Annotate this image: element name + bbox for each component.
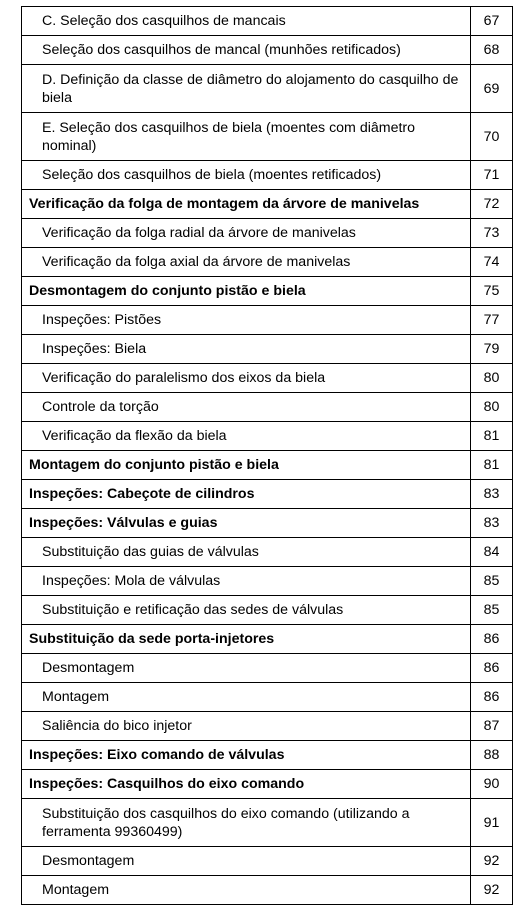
toc-entry-title: Seleção dos casquilhos de mancal (munhões retificados) [22, 36, 471, 65]
toc-entry-title: Verificação da folga radial da árvore de manivelas [22, 219, 471, 248]
toc-entry-page: 72 [471, 190, 513, 219]
toc-subsection-row [22, 161, 513, 190]
toc-subsection-row [22, 36, 513, 65]
toc-entry-page: 70 [471, 113, 513, 161]
toc-section-row [22, 741, 513, 770]
toc-entry-page: 69 [471, 65, 513, 113]
toc-subsection-row [22, 683, 513, 712]
toc-subsection-row [22, 847, 513, 876]
toc-entry-title: Inspeções: Casquilhos do eixo comando [22, 770, 471, 799]
toc-subsection-row [22, 422, 513, 451]
toc-entry-page: 81 [471, 422, 513, 451]
toc-entry-page: 86 [471, 625, 513, 654]
toc-section-row [22, 277, 513, 306]
toc-entry-title: Inspeções: Mola de válvulas [22, 567, 471, 596]
toc-entry-page: 71 [471, 161, 513, 190]
toc-entry-title: Desmontagem do conjunto pistão e biela [22, 277, 471, 306]
toc-entry-page: 81 [471, 451, 513, 480]
toc-section-row [22, 480, 513, 509]
toc-subsection-row [22, 248, 513, 277]
toc-subsection-row [22, 306, 513, 335]
toc-entry-title: Substituição e retificação das sedes de válvulas [22, 596, 471, 625]
toc-entry-title: Verificação da flexão da biela [22, 422, 471, 451]
toc-entry-page: 84 [471, 538, 513, 567]
toc-entry-page: 86 [471, 683, 513, 712]
toc-entry-page: 85 [471, 596, 513, 625]
toc-entry-title: Saliência do bico injetor [22, 712, 471, 741]
toc-subsection-row [22, 393, 513, 422]
toc-subsection-row [22, 65, 513, 113]
toc-entry-title: Inspeções: Cabeçote de cilindros [22, 480, 471, 509]
toc-entry-title: Controle da torção [22, 393, 471, 422]
toc-subsection-row [22, 799, 513, 847]
toc-entry-title: Montagem do conjunto pistão e biela [22, 451, 471, 480]
toc-section-row [22, 770, 513, 799]
toc-subsection-row [22, 335, 513, 364]
toc-entry-title: Desmontagem [22, 847, 471, 876]
toc-entry-title: Verificação da folga de montagem da árvore de manivelas [22, 190, 471, 219]
toc-entry-page: 91 [471, 799, 513, 847]
toc-entry-page: 88 [471, 741, 513, 770]
toc-entry-title: Montagem [22, 683, 471, 712]
toc-entry-title: Desmontagem [22, 654, 471, 683]
toc-section-row [22, 509, 513, 538]
toc-subsection-row [22, 113, 513, 161]
toc-section-row [22, 190, 513, 219]
toc-subsection-row [22, 364, 513, 393]
toc-section-row [22, 625, 513, 654]
toc-entry-page: 80 [471, 364, 513, 393]
toc-entry-title: Inspeções: Pistões [22, 306, 471, 335]
toc-entry-title: Montagem [22, 876, 471, 905]
toc-entry-page: 75 [471, 277, 513, 306]
toc-entry-page: 90 [471, 770, 513, 799]
toc-subsection-row [22, 7, 513, 36]
toc-entry-page: 80 [471, 393, 513, 422]
toc-entry-page: 92 [471, 847, 513, 876]
toc-entry-page: 86 [471, 654, 513, 683]
toc-subsection-row [22, 876, 513, 905]
toc-entry-page: 92 [471, 876, 513, 905]
toc-entry-title: Seleção dos casquilhos de biela (moentes retificados) [22, 161, 471, 190]
toc-entry-page: 73 [471, 219, 513, 248]
toc-entry-page: 87 [471, 712, 513, 741]
toc-entry-title: Inspeções: Válvulas e guias [22, 509, 471, 538]
table-of-contents [21, 6, 513, 905]
toc-subsection-row [22, 596, 513, 625]
toc-entry-title: Verificação da folga axial da árvore de manivelas [22, 248, 471, 277]
toc-entry-page: 67 [471, 7, 513, 36]
toc-entry-title: Substituição das guias de válvulas [22, 538, 471, 567]
toc-entry-page: 79 [471, 335, 513, 364]
toc-entry-page: 85 [471, 567, 513, 596]
toc-entry-title: D. Definição da classe de diâmetro do alojamento do casquilho de biela [22, 65, 471, 113]
toc-entry-title: E. Seleção dos casquilhos de biela (moentes com diâmetro nominal) [22, 113, 471, 161]
toc-entry-title: Substituição dos casquilhos do eixo comando (utilizando a ferramenta 99360499) [22, 799, 471, 847]
toc-section-row [22, 451, 513, 480]
toc-subsection-row [22, 219, 513, 248]
toc-body [22, 7, 513, 905]
toc-entry-page: 68 [471, 36, 513, 65]
toc-subsection-row [22, 712, 513, 741]
toc-entry-title: Inspeções: Eixo comando de válvulas [22, 741, 471, 770]
toc-entry-title: Verificação do paralelismo dos eixos da biela [22, 364, 471, 393]
toc-entry-title: C. Seleção dos casquilhos de mancais [22, 7, 471, 36]
toc-subsection-row [22, 567, 513, 596]
toc-entry-page: 77 [471, 306, 513, 335]
toc-entry-page: 83 [471, 480, 513, 509]
toc-entry-title: Inspeções: Biela [22, 335, 471, 364]
toc-subsection-row [22, 538, 513, 567]
toc-subsection-row [22, 654, 513, 683]
toc-entry-page: 74 [471, 248, 513, 277]
toc-entry-title: Substituição da sede porta-injetores [22, 625, 471, 654]
toc-entry-page: 83 [471, 509, 513, 538]
